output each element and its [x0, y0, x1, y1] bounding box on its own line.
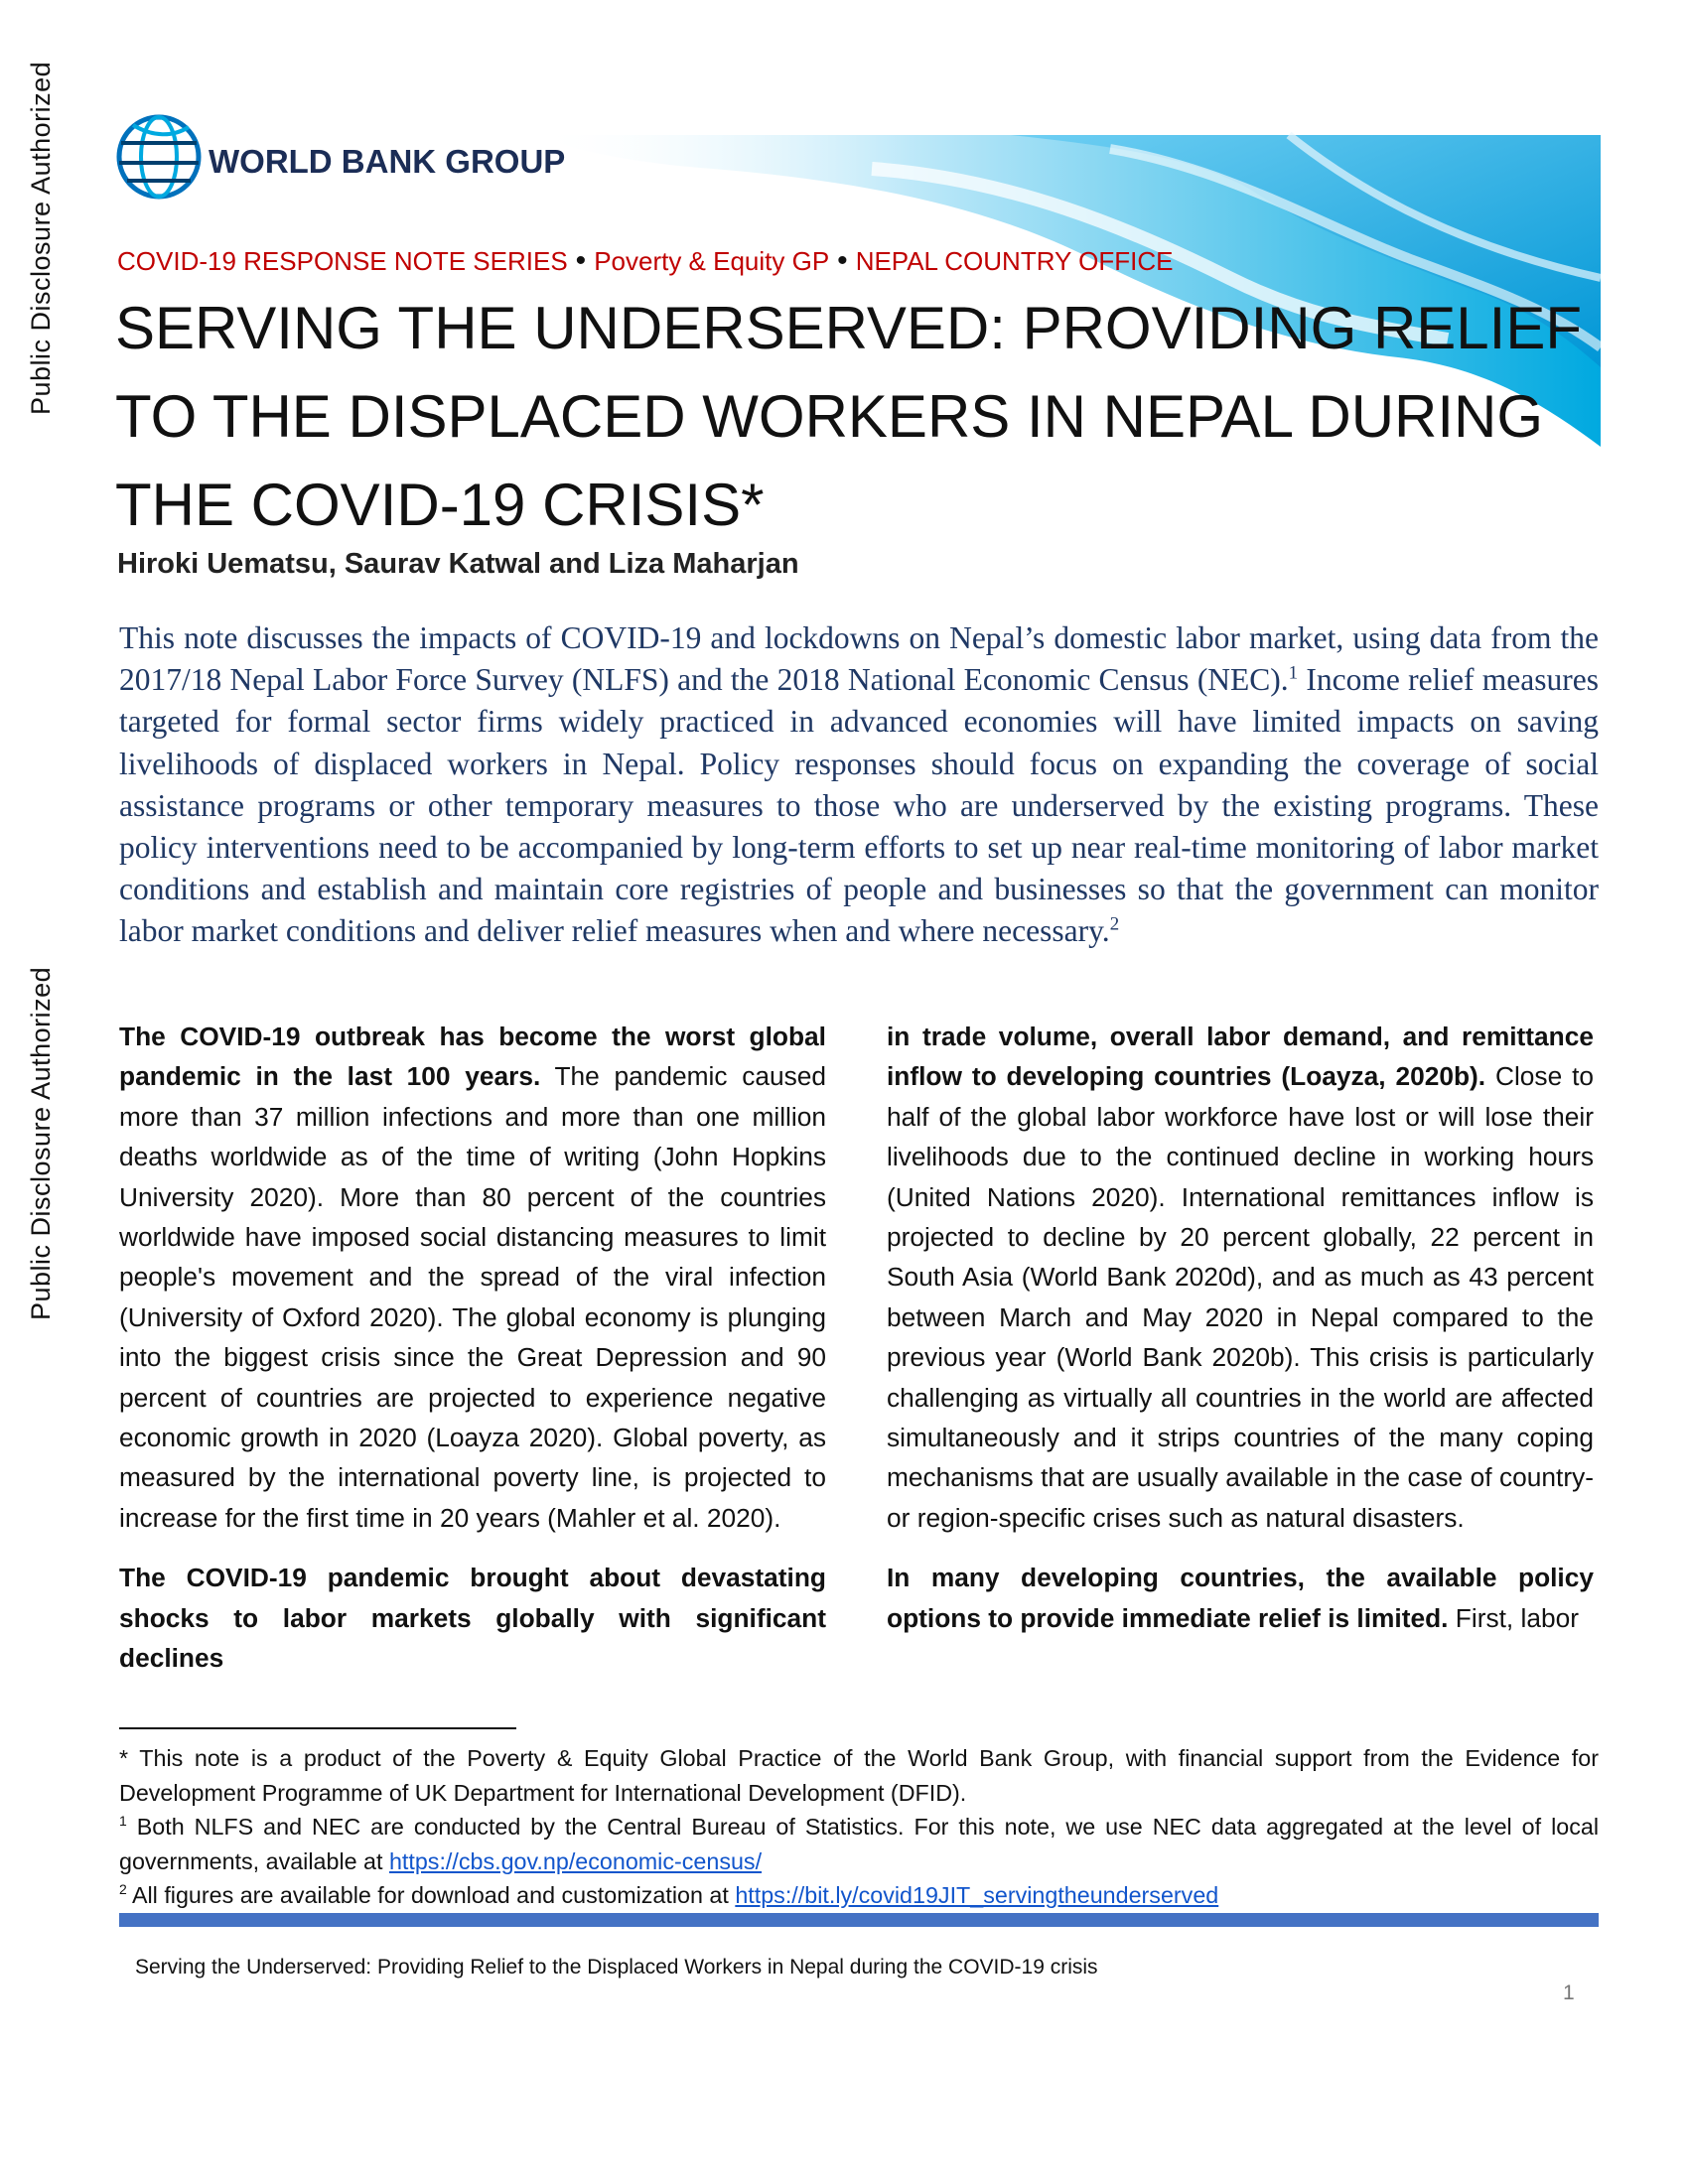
footnotes — [119, 1741, 1599, 1913]
paragraph-text: The pandemic caused more than 37 million infections and more than one million deaths worldwide as of the time of writing (John Hopkins University 2020). More than 80 percent of the countries worldwide have imposed social distancing measures to limit people's movement and the spread of the viral infection (University of Oxford 2020). The global economy is plunging into the biggest crisis since the Great Depression and 90 percent of countries are projected to experience negative economic growth in 2020 (Loayza 2020). Global poverty, as measured by the international poverty line, is projected to increase for the first time in 20 years (Mahler et al. 2020). — [119, 1061, 827, 1533]
paragraph-lead: in trade volume, overall labor demand, and remittance inflow to developing countries (Loayza, 2020b). — [887, 1022, 1594, 1092]
paragraph-lead: The COVID-19 pandemic brought about devastating shocks to labor markets globally with significant declines — [119, 1563, 826, 1674]
body-paragraph — [119, 1558, 826, 1678]
footnote-number: 1 — [119, 1813, 127, 1830]
census-link[interactable]: https://cbs.gov.np/economic-census/ — [388, 1847, 763, 1874]
footnote-star: * This note is a product of the Poverty & Equity Global Practice of the World Bank Group, with financial support from the Evidence for Development Programme of UK Department for International Development (DFID). — [119, 1745, 1599, 1806]
series-separator: • — [837, 244, 848, 277]
world-bank-logo — [113, 107, 610, 206]
footnote-divider — [119, 1727, 516, 1729]
footnote-1 — [119, 1810, 1599, 1878]
series-office: NEPAL COUNTRY OFFICE — [855, 246, 1174, 276]
footnote-2 — [119, 1878, 1599, 1913]
disclosure-label-middle: Public Disclosure Authorized — [26, 966, 56, 1320]
footer-bar — [119, 1913, 1599, 1927]
abstract-text: This note discusses the impacts of COVID-19 and lockdowns on Nepal’s domestic labor market, using data from the 2017/18 Nepal Labor Force Survey (NLFS) and the 2018 National Economic Census (NEC). — [119, 620, 1599, 698]
running-title: Serving the Underserved: Providing Relief to the Displaced Workers in Nepal during the COVID-19 crisis — [135, 1956, 1098, 1979]
footnote-ref-1: 1 — [1288, 662, 1299, 684]
paragraph-lead: The COVID-19 outbreak has become the worst global pandemic in the last 100 years. — [119, 1022, 826, 1092]
authors: Hiroki Uematsu, Saurav Katwal and Liza Maharjan — [117, 548, 799, 580]
series-name: COVID-19 RESPONSE NOTE SERIES — [117, 246, 568, 276]
figures-link[interactable]: https://bit.ly/covid19JIT_servingtheunderserved — [735, 1882, 1219, 1908]
paragraph-text: Close to half of the global labor workforce have lost or will lose their livelihoods due to the continued decline in working hours (United Nations 2020). International remittances inflow is projected to decline by 20 percent globally, 22 percent in South Asia (World Bank 2020d), and as much as 43 percent between March and May 2020 in Nepal compared to the previous year (World Bank 2020b). This crisis is particularly challenging as virtually all countries in the world are affected simultaneously and it strips countries of the many coping mechanisms that are usually available in the case of country- or region-specific crises such as natural disasters. — [887, 1061, 1595, 1533]
body-paragraph — [887, 1017, 1594, 1538]
footnote-number: 2 — [119, 1881, 127, 1898]
page-title: SERVING THE UNDERSERVED: PROVIDING RELIEF TO THE DISPLACED WORKERS IN NEPAL DURING THE COVID-19 CRISIS* — [115, 295, 1583, 538]
body-paragraph — [887, 1558, 1594, 1638]
disclosure-label-top: Public Disclosure Authorized — [26, 61, 56, 415]
body-column-right — [887, 1017, 1594, 1658]
body-column-left — [119, 1017, 826, 1699]
body-paragraph — [119, 1017, 826, 1538]
abstract — [119, 617, 1599, 953]
footnote-text: Both NLFS and NEC are conducted by the Central Bureau of Statistics. For this note, we use NEC data aggregated at the level of local governments, available at — [119, 1814, 1599, 1874]
series-separator: • — [575, 244, 587, 277]
footnote-ref-2: 2 — [1109, 913, 1120, 935]
page-number: 1 — [1563, 1981, 1575, 2004]
globe-icon — [119, 117, 199, 197]
abstract-text: Income relief measures targeted for formal sector firms widely practiced in advanced economies will have limited impacts on saving livelihoods of displaced workers in Nepal. Policy responses should focus on expanding the coverage of social assistance programs or other temporary measures to those who are underserved by the existing programs. These policy interventions need to be accompanied by long-term efforts to set up near real-time monitoring of labor market conditions and establish and maintain core registries of people and businesses so that the government can monitor labor market conditions and deliver relief measures when and where necessary. — [119, 662, 1599, 949]
paragraph-lead: In many developing countries, the available policy options to provide immediate relief is limited. — [887, 1563, 1594, 1633]
logo-text: WORLD BANK GROUP — [209, 143, 566, 180]
series-line — [117, 244, 1173, 278]
footnote-text: All figures are available for download and customization at — [126, 1882, 736, 1908]
series-practice: Poverty & Equity GP — [594, 246, 830, 276]
paragraph-text: First, labor — [1448, 1602, 1580, 1633]
